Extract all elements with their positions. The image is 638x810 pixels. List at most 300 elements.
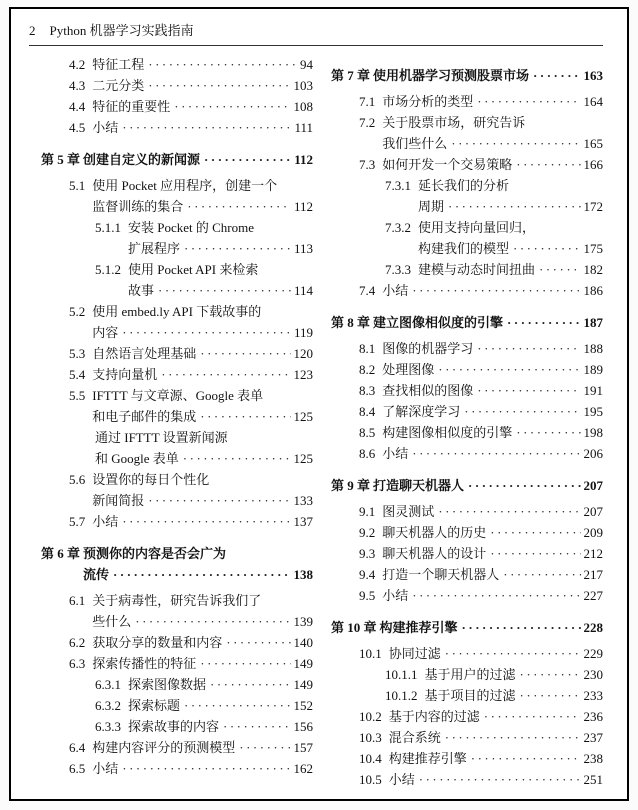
entry-line <box>92 590 313 611</box>
entry-number: 8.1 <box>359 341 376 356</box>
page-number: 94 <box>300 57 313 72</box>
entry-line <box>128 695 313 716</box>
entry-number: 5.1.2 <box>95 262 121 277</box>
dot-leader <box>223 716 290 737</box>
entry-number: 4.5 <box>69 120 86 135</box>
entry-title: 扩展程序 <box>128 241 181 256</box>
entry-number: 6.1 <box>69 593 86 608</box>
entry-body <box>128 695 313 716</box>
toc-entry-第5章 <box>41 149 313 170</box>
page-number: 229 <box>583 646 603 661</box>
entry-body <box>92 590 313 632</box>
toc-entry-5.2 <box>41 301 313 343</box>
entry-line <box>95 427 313 448</box>
dot-leader <box>445 727 581 748</box>
toc-right-column <box>331 54 603 790</box>
entry-line <box>382 154 603 175</box>
entry-line <box>92 653 313 674</box>
entry-body <box>373 65 603 86</box>
page-number: 138 <box>293 567 313 582</box>
entry-line <box>382 543 603 564</box>
toc-entry-6.5 <box>41 758 313 779</box>
entry-title: 建模与动态时间扭曲 <box>418 262 536 277</box>
toc-entry-6.3.3 <box>41 716 313 737</box>
toc-entry-8.5 <box>331 422 603 443</box>
page-number: 162 <box>293 761 313 776</box>
page-number: 103 <box>293 78 313 93</box>
entry-body <box>418 217 603 259</box>
toc-entry-第6章 <box>41 543 313 585</box>
entry-body <box>373 312 603 333</box>
entry-body <box>382 422 603 443</box>
dot-leader <box>445 643 581 664</box>
entry-body <box>92 737 313 758</box>
entry-line <box>382 501 603 522</box>
page-number: 230 <box>583 667 603 682</box>
entry-body <box>425 664 604 685</box>
page-number: 112 <box>294 152 313 167</box>
page-number: 209 <box>583 525 603 540</box>
entry-line <box>92 343 313 364</box>
entry-body <box>92 469 313 511</box>
page-number: 120 <box>293 346 313 361</box>
entry-title: 延长我们的分析 <box>418 178 510 193</box>
entry-title: 小结 <box>382 446 409 461</box>
entry-number: 7.3.1 <box>385 178 411 193</box>
dot-leader <box>161 364 290 385</box>
entry-title: 探索传播性的特征 <box>92 656 197 671</box>
entry-line <box>92 301 313 322</box>
toc-entry-5.1.1 <box>41 217 313 259</box>
page-number: 175 <box>583 241 603 256</box>
page-number: 207 <box>583 504 603 519</box>
entry-body <box>382 338 603 359</box>
page-number: 182 <box>583 262 603 277</box>
entry-title: 聊天机器人的历史 <box>382 525 487 540</box>
page-number: 237 <box>583 730 603 745</box>
entry-title: IFTTT 与文章源、Google 表单 <box>92 388 264 403</box>
entry-title: 图像的机器学习 <box>382 341 474 356</box>
entry-number: 5.7 <box>69 514 86 529</box>
entry-line <box>382 91 603 112</box>
page-number: 212 <box>583 546 603 561</box>
dot-leader <box>490 522 580 543</box>
toc-columns <box>29 54 603 790</box>
toc-entry-第8章 <box>331 312 603 333</box>
entry-number: 第 8 章 <box>331 315 371 330</box>
entry-line <box>83 149 313 170</box>
entry-title: 混合系统 <box>388 730 441 745</box>
toc-entry-7.4 <box>331 280 603 301</box>
dot-leader <box>158 280 291 301</box>
entry-line <box>128 238 313 259</box>
toc-entry-9.5 <box>331 585 603 606</box>
dot-leader <box>462 617 581 638</box>
entry-title: 设置你的每日个性化 <box>92 472 210 487</box>
page-number: 113 <box>293 241 313 256</box>
page-number: 108 <box>293 99 313 114</box>
entry-title: 基于项目的过滤 <box>424 688 516 703</box>
dot-leader <box>451 133 580 154</box>
entry-title: 支持向量机 <box>92 367 158 382</box>
entry-number: 第 7 章 <box>331 68 371 83</box>
entry-body <box>92 175 313 217</box>
toc-entry-4.4 <box>41 96 313 117</box>
book-title: Python 机器学习实践指南 <box>49 23 194 38</box>
dot-leader <box>148 490 290 511</box>
dot-leader <box>210 674 290 695</box>
toc-entry-7.2 <box>331 112 603 154</box>
dot-leader <box>122 322 291 343</box>
entry-body <box>389 769 603 790</box>
entry-body <box>92 54 313 75</box>
entry-line <box>92 196 313 217</box>
entry-number: 第 5 章 <box>41 152 81 167</box>
entry-line <box>418 238 603 259</box>
page-number: 228 <box>583 620 603 635</box>
entry-line <box>382 585 603 606</box>
toc-entry-8.2 <box>331 359 603 380</box>
toc-entry-7.3.2 <box>331 217 603 259</box>
entry-title: 小结 <box>92 761 119 776</box>
entry-title: 探索故事的内容 <box>128 719 220 734</box>
entry-title: 创建自定义的新闻源 <box>83 152 201 167</box>
entry-line <box>128 674 313 695</box>
dot-leader <box>484 706 581 727</box>
toc-entry-5.1 <box>41 175 313 217</box>
entry-body <box>92 117 313 138</box>
entry-line <box>382 338 603 359</box>
entry-line <box>382 380 603 401</box>
entry-body <box>382 564 603 585</box>
entry-title: 构建图像相似度的引擎 <box>382 425 513 440</box>
entry-number: 8.4 <box>359 404 376 419</box>
entry-line <box>83 543 313 564</box>
entry-line <box>92 175 313 196</box>
entry-body <box>83 543 313 585</box>
page-number: 207 <box>583 478 603 493</box>
entry-title: 故事 <box>128 283 155 298</box>
entry-number: 第 6 章 <box>41 546 81 561</box>
toc-entry-第9章 <box>331 475 603 496</box>
toc-entry-9.2 <box>331 522 603 543</box>
page-number: 236 <box>583 709 603 724</box>
entry-body <box>389 706 603 727</box>
entry-number: 9.1 <box>359 504 376 519</box>
entry-title: 探索图像数据 <box>128 677 207 692</box>
entry-line <box>128 280 313 301</box>
toc-entry-5.5 <box>41 385 313 427</box>
toc-entry-4.2 <box>41 54 313 75</box>
entry-title: 周期 <box>418 199 445 214</box>
entry-body <box>382 280 603 301</box>
entry-line <box>382 443 603 464</box>
toc-entry-7.3 <box>331 154 603 175</box>
entry-number: 8.2 <box>359 362 376 377</box>
toc-entry-10.5 <box>331 769 603 790</box>
folio-page-number: 2 <box>29 23 36 38</box>
entry-number: 8.6 <box>359 446 376 461</box>
toc-entry-10.2 <box>331 706 603 727</box>
entry-number: 7.3 <box>359 157 376 172</box>
entry-title: 使用支持向量回归， <box>418 220 536 235</box>
entry-line <box>92 758 313 779</box>
entry-body <box>425 685 604 706</box>
entry-body <box>382 380 603 401</box>
entry-number: 10.3 <box>359 730 382 745</box>
page-number: 111 <box>294 120 313 135</box>
entry-number: 4.4 <box>69 99 86 114</box>
page-number: 233 <box>583 688 603 703</box>
toc-entry-5.1.2 <box>41 259 313 301</box>
page-number: 139 <box>293 614 313 629</box>
entry-line <box>418 196 603 217</box>
entry-body <box>382 501 603 522</box>
dot-leader <box>174 96 290 117</box>
entry-body <box>382 359 603 380</box>
entry-line <box>128 716 313 737</box>
entry-body <box>128 259 313 301</box>
entry-title: 探索标题 <box>128 698 181 713</box>
entry-line <box>382 401 603 422</box>
entry-line <box>382 422 603 443</box>
entry-body <box>389 727 603 748</box>
entry-line <box>382 280 603 301</box>
entry-body <box>92 758 313 779</box>
page-number: 166 <box>583 157 603 172</box>
entry-body <box>382 585 603 606</box>
entry-title: 和 Google 表单 <box>95 451 179 466</box>
entry-title: 处理图像 <box>382 362 435 377</box>
entry-title: 建立图像相似度的引擎 <box>373 315 504 330</box>
entry-number: 10.1.2 <box>385 688 418 703</box>
entry-title: 基于内容的过滤 <box>388 709 480 724</box>
page-number: 238 <box>583 751 603 766</box>
entry-line <box>389 706 603 727</box>
page-number: 217 <box>583 567 603 582</box>
entry-number: 7.4 <box>359 283 376 298</box>
toc-entry-6.3.2 <box>41 695 313 716</box>
dot-leader <box>468 475 580 496</box>
entry-title: 通过 IFTTT 设置新闻源 <box>95 430 228 445</box>
page-number: 206 <box>583 446 603 461</box>
entry-title: 市场分析的类型 <box>382 94 474 109</box>
dot-leader <box>513 238 580 259</box>
entry-body <box>92 75 313 96</box>
page-number: 191 <box>583 383 603 398</box>
entry-number: 6.3.3 <box>95 719 121 734</box>
dot-leader <box>490 543 580 564</box>
header-rule <box>29 45 603 46</box>
toc-entry-6.1 <box>41 590 313 632</box>
dot-leader <box>187 196 291 217</box>
dot-leader <box>477 338 580 359</box>
entry-body <box>418 259 603 280</box>
entry-title: 小结 <box>382 588 409 603</box>
entry-body <box>92 364 313 385</box>
entry-body <box>382 543 603 564</box>
dot-leader <box>438 501 580 522</box>
entry-title: 安装 Pocket 的 Chrome <box>128 220 255 235</box>
page-number: 164 <box>583 94 603 109</box>
entry-number: 6.2 <box>69 635 86 650</box>
entry-line <box>128 259 313 280</box>
entry-title: 构建我们的模型 <box>418 241 510 256</box>
document-page <box>9 7 629 801</box>
entry-line <box>92 632 313 653</box>
entry-title: 自然语言处理基础 <box>92 346 197 361</box>
page-header <box>29 18 603 39</box>
entry-title: 内容 <box>92 325 119 340</box>
dot-leader <box>477 380 580 401</box>
dot-leader <box>412 585 580 606</box>
page-number: 186 <box>583 283 603 298</box>
toc-entry-6.3.1 <box>41 674 313 695</box>
entry-line <box>92 117 313 138</box>
dot-leader <box>148 75 290 96</box>
page-number: 187 <box>583 315 603 330</box>
entry-title: 小结 <box>92 514 119 529</box>
entry-title: 新闻简报 <box>92 493 145 508</box>
entry-title: 图灵测试 <box>382 504 435 519</box>
toc-entry-7.1 <box>331 91 603 112</box>
page-number: 198 <box>583 425 603 440</box>
entry-title: 关于病毒性，研究告诉我们了 <box>92 593 262 608</box>
toc-entry-5.6 <box>41 469 313 511</box>
dot-leader <box>204 149 291 170</box>
dot-leader <box>122 511 290 532</box>
dot-leader <box>438 359 580 380</box>
entry-body <box>83 149 313 170</box>
toc-entry-10.1.1 <box>331 664 603 685</box>
toc-left-column <box>29 54 313 790</box>
page-number: 149 <box>293 677 313 692</box>
entry-title: 打造聊天机器人 <box>373 478 465 493</box>
entry-line <box>389 727 603 748</box>
entry-title: 如何开发一个交易策略 <box>382 157 513 172</box>
entry-body <box>128 674 313 695</box>
entry-body <box>373 475 603 496</box>
entry-line <box>389 643 603 664</box>
page-number: 227 <box>583 588 603 603</box>
page-number: 157 <box>293 740 313 755</box>
toc-entry-10.3 <box>331 727 603 748</box>
entry-number: 9.2 <box>359 525 376 540</box>
entry-line <box>92 75 313 96</box>
page-number: 140 <box>293 635 313 650</box>
entry-body <box>382 154 603 175</box>
dot-leader <box>122 758 290 779</box>
entry-number: 7.1 <box>359 94 376 109</box>
page-number: 137 <box>293 514 313 529</box>
page-number: 156 <box>293 719 313 734</box>
entry-number: 10.5 <box>359 772 382 787</box>
entry-line <box>92 611 313 632</box>
entry-body <box>382 522 603 543</box>
entry-body <box>92 343 313 364</box>
entry-number: 8.5 <box>359 425 376 440</box>
entry-number: 6.3.2 <box>95 698 121 713</box>
entry-title: 二元分类 <box>92 78 145 93</box>
toc-entry-9.4 <box>331 564 603 585</box>
dot-leader <box>122 117 291 138</box>
entry-body <box>128 217 313 259</box>
dot-leader <box>520 685 581 706</box>
toc-entry-10.1.2 <box>331 685 603 706</box>
entry-number: 5.1.1 <box>95 220 121 235</box>
dot-leader <box>184 238 291 259</box>
dot-leader <box>148 54 297 75</box>
toc-entry-8.4 <box>331 401 603 422</box>
entry-title: 查找相似的图像 <box>382 383 474 398</box>
entry-number: 6.3.1 <box>95 677 121 692</box>
toc-entry-4.3 <box>41 75 313 96</box>
entry-line <box>92 364 313 385</box>
page-number: 112 <box>293 199 313 214</box>
entry-body <box>92 385 313 427</box>
toc-entry-第10章 <box>331 617 603 638</box>
entry-line <box>382 359 603 380</box>
entry-line <box>382 564 603 585</box>
entry-title: 小结 <box>92 120 119 135</box>
toc-entry-9.1 <box>331 501 603 522</box>
entry-line <box>83 564 313 585</box>
entry-line <box>373 312 603 333</box>
entry-title: 流传 <box>83 567 110 582</box>
entry-body <box>389 643 603 664</box>
entry-body <box>92 632 313 653</box>
entry-number: 8.3 <box>359 383 376 398</box>
entry-title: 小结 <box>382 283 409 298</box>
dot-leader <box>507 312 580 333</box>
dot-leader <box>183 448 291 469</box>
entry-body <box>380 617 603 638</box>
entry-number: 5.2 <box>69 304 86 319</box>
toc-entry-4.5 <box>41 117 313 138</box>
entry-body <box>92 301 313 343</box>
page-number: 119 <box>293 325 313 340</box>
toc-entry-5.3 <box>41 343 313 364</box>
entry-body <box>92 96 313 117</box>
entry-number: 5.5 <box>69 388 86 403</box>
dot-leader <box>448 196 580 217</box>
dot-leader <box>516 154 580 175</box>
toc-entry-6.3 <box>41 653 313 674</box>
entry-title: 获取分享的数量和内容 <box>92 635 223 650</box>
entry-number: 第 10 章 <box>331 620 377 635</box>
entry-title: 基于用户的过滤 <box>424 667 516 682</box>
entry-title: 小结 <box>388 772 415 787</box>
entry-body <box>418 175 603 217</box>
entry-title: 特征的重要性 <box>92 99 171 114</box>
entry-number: 5.1 <box>69 178 86 193</box>
entry-number: 5.3 <box>69 346 86 361</box>
entry-title: 构建推荐引擎 <box>388 751 467 766</box>
entry-body <box>128 716 313 737</box>
entry-number: 4.3 <box>69 78 86 93</box>
entry-line <box>95 448 313 469</box>
entry-line <box>425 664 604 685</box>
entry-line <box>418 259 603 280</box>
entry-number: 10.2 <box>359 709 382 724</box>
toc-entry-第7章 <box>331 65 603 86</box>
dot-leader <box>135 611 290 632</box>
page-number: 172 <box>583 199 603 214</box>
entry-number: 9.5 <box>359 588 376 603</box>
toc-entry-8.3 <box>331 380 603 401</box>
entry-line <box>92 96 313 117</box>
page-number: 165 <box>583 136 603 151</box>
